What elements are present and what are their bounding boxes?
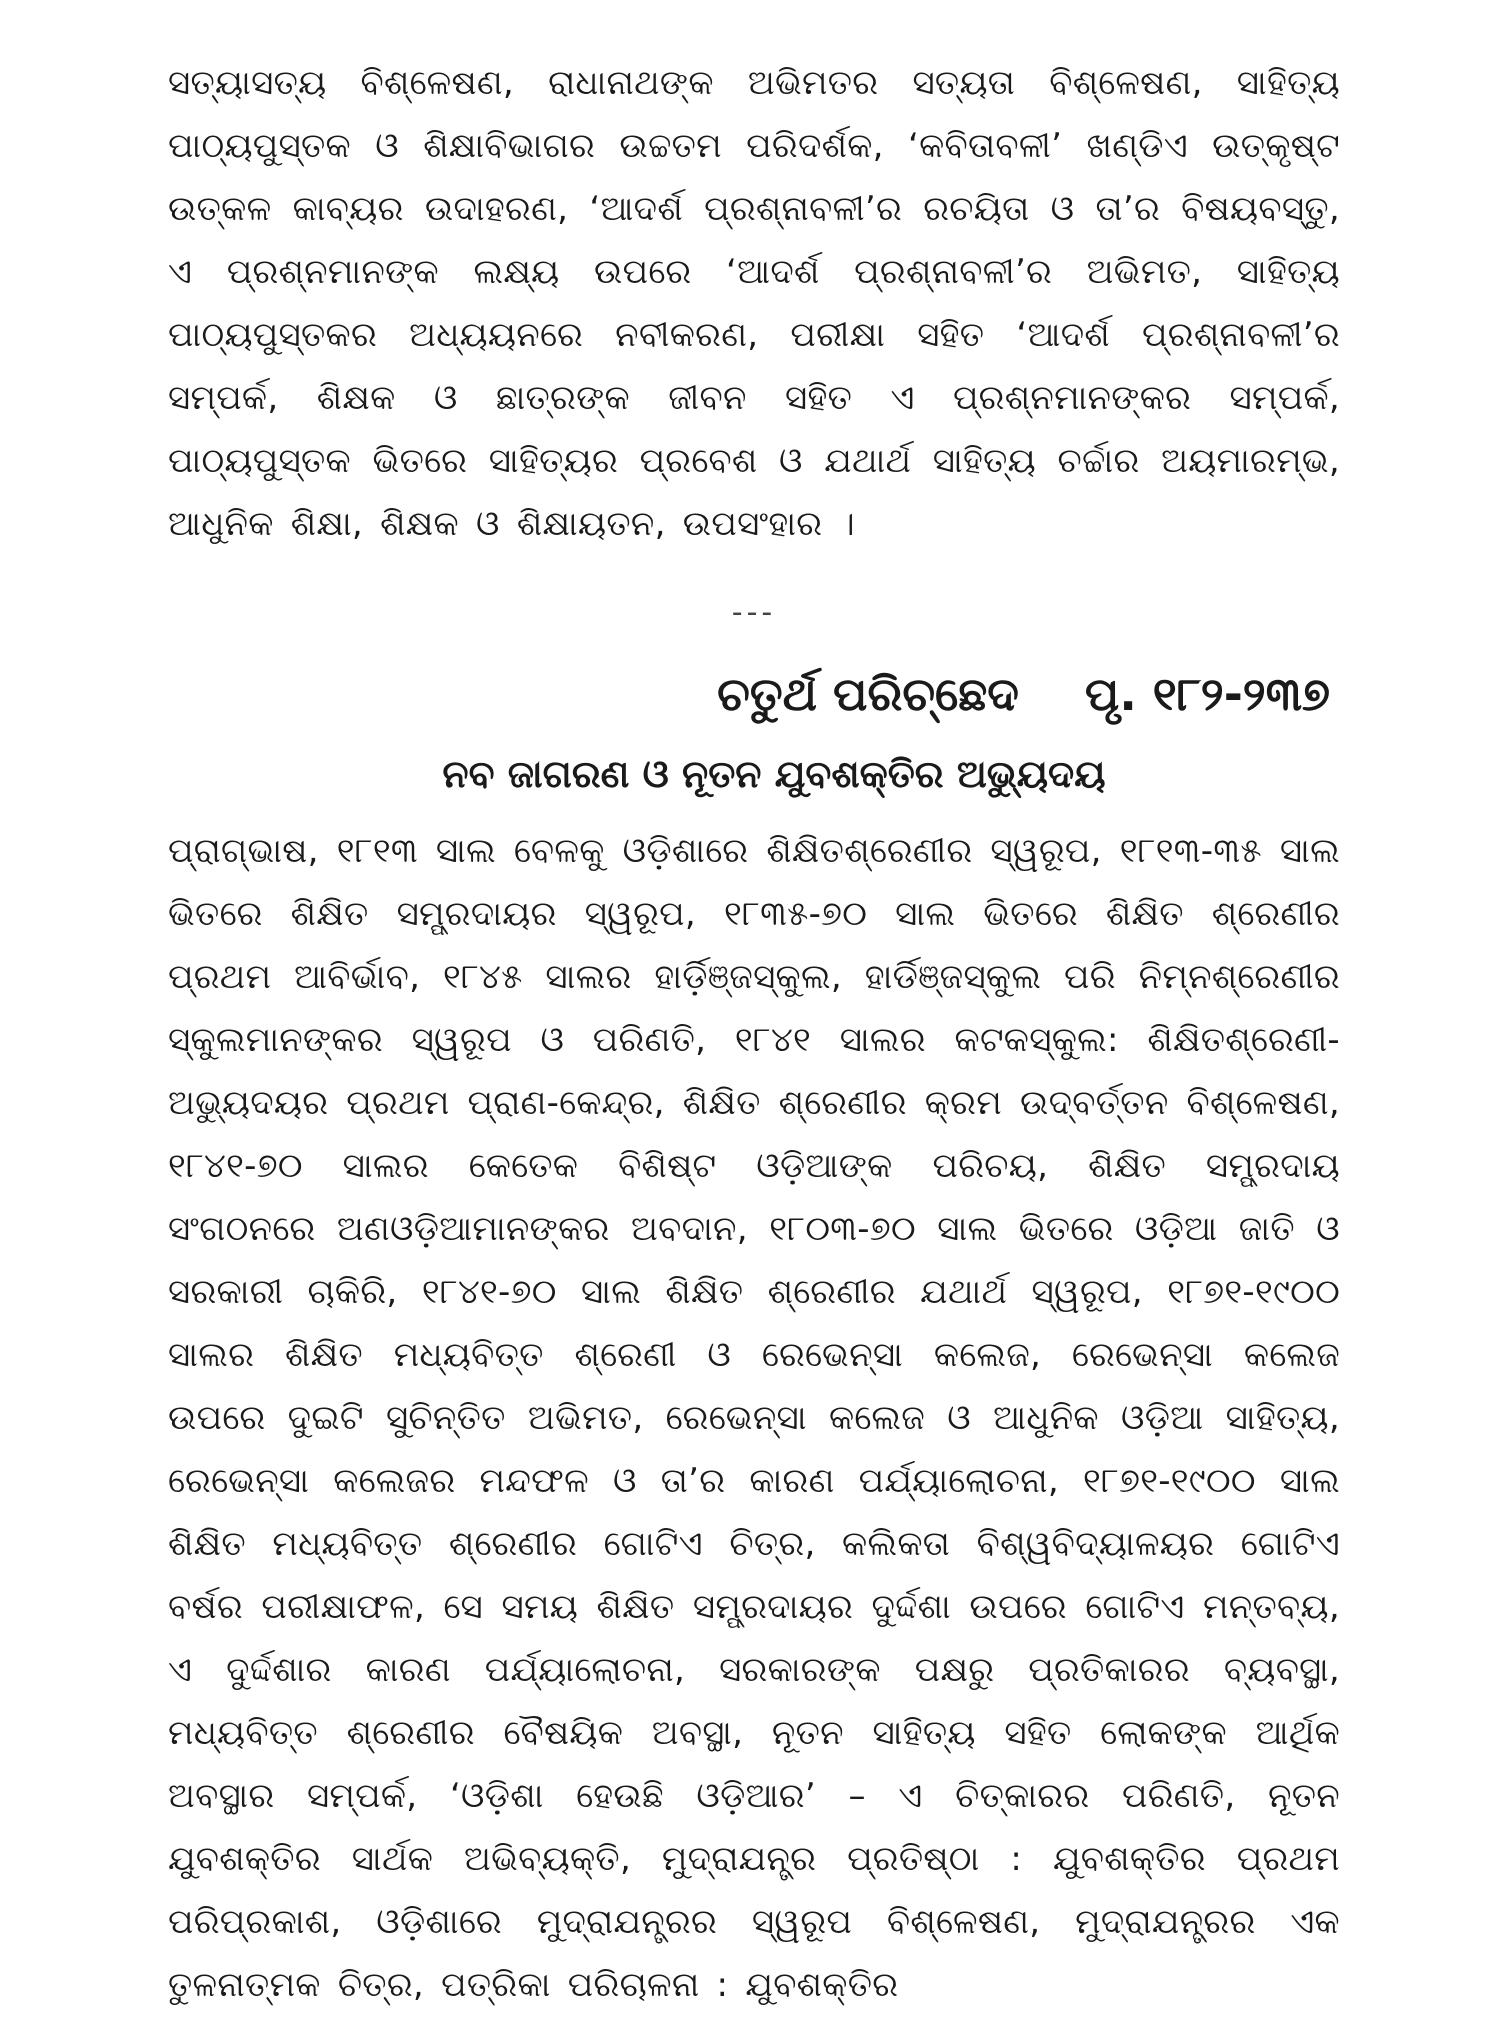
chapter-heading [168, 654, 1330, 734]
section-title: ନବ ଜାଗରଣ ଓ ନୂତନ ଯୁବଶକ୍ତିର ଅଭ୍ୟୁଦୟ [442, 752, 1106, 796]
document-page [168, 52, 1340, 2017]
chapter-page-range: ପୃ. ୧୮୨-୨୩୭ [1084, 667, 1330, 721]
chapter-title: ଚତୁର୍ଥ ପରିଚ୍ଛେଦ [717, 667, 1019, 721]
body-paragraph: ପ୍ରାଗ୍‌ଭାଷ, ୧୮୧୩ ସାଲ ବେଳକୁ ଓଡ଼ିଶାରେ ଶିକ୍ଷିତଶ୍ରେଣୀର ସ୍ୱରୂପ, ୧୮୧୩-୩୫ ସାଲ ଭିତରେ ଶିକ୍ଷିତ ସମ୍ପ୍ରଦାୟର ସ୍ୱରୂପ, ୧୮୩୫-୭୦ ସାଲ ଭିତରେ ଶିକ୍ଷିତ ଶ୍ରେଣୀର ପ୍ରଥମ ଆବିର୍ଭାବ, ୧୮୪୫ ସାଲର ହାର୍ଡ଼ିଞ୍ଜସ୍କୁଲ, ହାର୍ଡିଞ୍ଜସ୍କୁଲ ପରି ନିମ୍ନଶ୍ରେଣୀର ସ୍କୁଲମାନଙ୍କର ସ୍ୱରୂପ ଓ ପରିଣତି, ୧୮୪୧ ସାଲର କଟକସ୍କୁଲ: ଶିକ୍ଷିତଶ୍ରେଣୀ-ଅଭ୍ୟୁଦୟର ପ୍ରଥମ ପ୍ରାଣ-କେନ୍ଦ୍ର, ଶିକ୍ଷିତ ଶ୍ରେଣୀର କ୍ରମ ଉଦ୍‌ବର୍ତ୍ତନ ବିଶ୍ଳେଷଣ, ୧୮୪୧-୭୦ ସାଲର କେତେକ ବିଶିଷ୍ଟ ଓଡ଼ିଆଙ୍କ ପରିଚୟ, ଶିକ୍ଷିତ ସମ୍ପ୍ରଦାୟ ସଂଗଠନରେ ଅଣଓଡ଼ିଆମାନଙ୍କର ଅବଦାନ, ୧୮୦୩-୭୦ ସାଲ ଭିତରେ ଓଡ଼ିଆ ଜାତି ଓ ସରକାରୀ ଚାକିରି, ୧୮୪୧-୭୦ ସାଲ ଶିକ୍ଷିତ ଶ୍ରେଣୀର ଯଥାର୍ଥ ସ୍ୱରୂପ, ୧୮୭୧-୧୯୦୦ ସାଲର ଶିକ୍ଷିତ ମଧ୍ୟବିତ୍ତ ଶ୍ରେଣୀ ଓ ରେଭେନ୍‌ସା କଲେଜ, ରେଭେନ୍‌ସା କଲେଜ ଉପରେ ଦୁଇଟି ସୁଚିନ୍ତିତ ଅଭିମତ, ରେଭେନ୍‌ସା କଲେଜ ଓ ଆଧୁନିକ ଓଡ଼ିଆ ସାହିତ୍ୟ, ରେଭେନ୍‌ସା କଲେଜର ମନ୍ଦଫଳ ଓ ତା’ର କାରଣ ପର୍ଯ୍ୟାଲୋଚନା, ୧୮୭୧-୧୯୦୦ ସାଲ ଶିକ୍ଷିତ ମଧ୍ୟବିତ୍ତ ଶ୍ରେଣୀର ଗୋଟିଏ ଚିତ୍ର, କଲିକତା ବିଶ୍ୱବିଦ୍ୟାଳୟର ଗୋଟିଏ ବର୍ଷର ପରୀକ୍ଷାଫଳ, ସେ ସମୟ ଶିକ୍ଷିତ ସମ୍ପ୍ରଦାୟର ଦୁର୍ଦ୍ଦଶା ଉପରେ ଗୋଟିଏ ମନ୍ତବ୍ୟ, ଏ ଦୁର୍ଦ୍ଦଶାର କାରଣ ପର୍ଯ୍ୟାଲୋଚନା, ସରକାରଙ୍କ ପକ୍ଷରୁ ପ୍ରତିକାରର ବ୍ୟବସ୍ଥା, ମଧ୍ୟବିତ୍ତ ଶ୍ରେଣୀର ବୈଷୟିକ ଅବସ୍ଥା, ନୂତନ ସାହିତ୍ୟ ସହିତ ଲୋକଙ୍କ ଆର୍ଥିକ ଅବସ୍ଥାର ସମ୍ପର୍କ, ‘ଓଡ଼ିଶା ହେଉଛି ଓଡ଼ିଆର’ – ଏ ଚିତ୍କାରର ପରିଣତି, ନୂତନ ଯୁବଶକ୍ତିର ସାର୍ଥକ ଅଭିବ୍ୟକ୍ତି, ମୁଦ୍ରାଯନ୍ତ୍ର ପ୍ରତିଷ୍ଠା : ଯୁବଶକ୍ତିର ପ୍ରଥମ ପରିପ୍ରକାଶ, ଓଡ଼ିଶାରେ ମୁଦ୍ରାଯନ୍ତ୍ରର ସ୍ୱରୂପ ବିଶ୍ଳେଷଣ, ମୁଦ୍ରାଯନ୍ତ୍ରର ଏକ ତୁଳନାତ୍ମକ ଚିତ୍ର, ପତ୍ରିକା ପରିଚାଳନା : ଯୁବଶକ୍ତିର [168, 831, 1340, 2005]
section-divider: --- [731, 595, 777, 630]
intro-paragraph: ସତ୍ୟାସତ୍ୟ ବିଶ୍ଳେଷଣ, ରାଧାନାଥଙ୍କ ଅଭିମତର ସତ୍ୟତା ବିଶ୍ଳେଷଣ, ସାହିତ୍ୟ ପାଠ୍ୟପୁସ୍ତକ ଓ ଶିକ୍ଷାବିଭାଗର ଉଚ୍ଚତମ ପରିଦର୍ଶକ, ‘କବିତାବଳୀ’ ଖଣ୍ଡିଏ ଉତ୍କୃଷ୍ଟ ଉତ୍କଳ କାବ୍ୟର ଉଦାହରଣ, ‘ଆଦର୍ଶ ପ୍ରଶ୍ନାବଳୀ’ର ରଚୟିତା ଓ ତା’ର ବିଷୟବସ୍ତୁ, ଏ ପ୍ରଶ୍ନମାନଙ୍କ ଲକ୍ଷ୍ୟ ଉପରେ ‘ଆଦର୍ଶ ପ୍ରଶ୍ନାବଳୀ’ର ଅଭିମତ, ସାହିତ୍ୟ ପାଠ୍ୟପୁସ୍ତକର ଅଧ୍ୟୟନରେ ନବୀକରଣ, ପରୀକ୍ଷା ସହିତ ‘ଆଦର୍ଶ ପ୍ରଶ୍ନାବଳୀ’ର ସମ୍ପର୍କ, ଶିକ୍ଷକ ଓ ଛାତ୍ରଙ୍କ ଜୀବନ ସହିତ ଏ ପ୍ରଶ୍ନମାନଙ୍କର ସମ୍ପର୍କ, ପାଠ୍ୟପୁସ୍ତକ ଭିତରେ ସାହିତ୍ୟର ପ୍ରବେଶ ଓ ଯଥାର୍ଥ ସାହିତ୍ୟ ଚର୍ଚ୍ଚାର ଅୟମାରମ୍ଭ, ଆଧୁନିକ ଶିକ୍ଷା, ଶିକ୍ଷକ ଓ ଶିକ୍ଷାୟତନ, ଉପସଂହାର । [168, 63, 1340, 544]
